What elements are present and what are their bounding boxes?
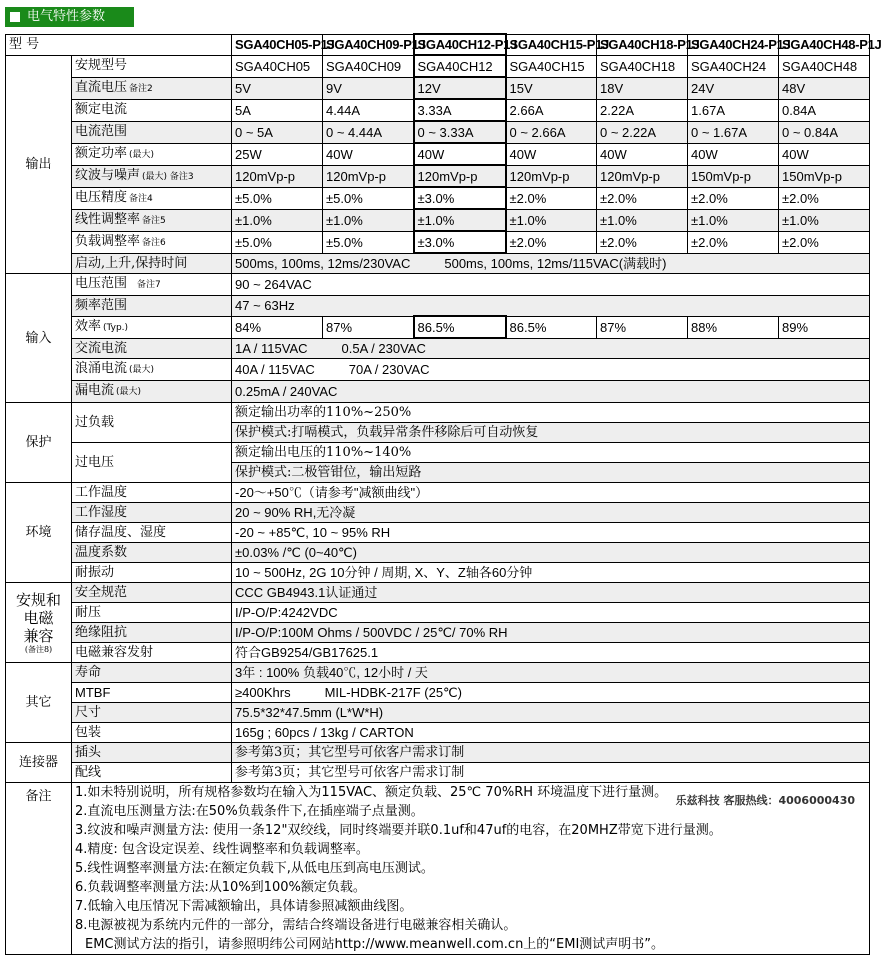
remark-line: 5.线性调整率测量方法:在额定负载下,从低电压到高电压测试。 <box>75 861 434 876</box>
value-cell: 89% <box>779 316 870 338</box>
row-label: 浪涌电流 (最大) <box>72 359 232 381</box>
value-cell: ±1.0% <box>232 209 323 231</box>
model-row-label: 型 号 <box>6 34 232 55</box>
square-icon <box>10 12 20 22</box>
model-cell-selected: SGA40CH12-P1J <box>414 34 506 55</box>
others-row <box>6 723 870 743</box>
remark-line: 6.负载调整率测量方法:从10%到100%额定负载。 <box>75 880 366 895</box>
value-cell: SGA40CH15 <box>506 55 597 77</box>
remark-line: 7.低输入电压情况下需减额输出，具体请参照减额曲线图。 <box>75 899 413 914</box>
value-cell: 0 ~ 2.66A <box>506 121 597 143</box>
others-row <box>6 703 870 723</box>
value-cell: 额定输出功率的110%~250% <box>232 403 870 423</box>
row-label: 电压范围 备注7 <box>72 274 232 296</box>
output-row <box>6 165 870 187</box>
input-row <box>6 316 870 338</box>
row-label: 安规型号 <box>72 55 232 77</box>
model-cell: SGA40CH09-P1J <box>323 34 414 55</box>
row-label: 尺寸 <box>72 703 232 723</box>
output-row <box>6 99 870 121</box>
value-cell: 15V <box>506 77 597 99</box>
output-row <box>6 77 870 99</box>
value-cell: ±1.0% <box>414 209 506 231</box>
value-cell: 88% <box>688 316 779 338</box>
row-label: 电磁兼容发射 <box>72 643 232 663</box>
value-cell: 3年 : 100% 负载40℃, 12小时 / 天 <box>232 663 870 683</box>
value-cell: 5A <box>232 99 323 121</box>
value-cell: 额定输出电压的110%~140% <box>232 443 870 463</box>
row-label: 线性调整率 备注5 <box>72 209 232 231</box>
row-label: 包装 <box>72 723 232 743</box>
input-row <box>6 296 870 317</box>
row-label: 温度系数 <box>72 543 232 563</box>
value-cell: 87% <box>323 316 414 338</box>
value-cell: -20 ~ +85℃, 10 ~ 95% RH <box>232 523 870 543</box>
value-cell: ±2.0% <box>688 187 779 209</box>
environment-row <box>6 563 870 583</box>
value-cell: 0 ~ 4.44A <box>323 121 414 143</box>
value-cell: 40W <box>323 143 414 165</box>
row-label: 配线 <box>72 763 232 783</box>
value-cell: 参考第3页；其它型号可依客户需求订制 <box>232 763 870 783</box>
value-cell: ±2.0% <box>506 231 597 253</box>
value-cell: 120mVp-p <box>597 165 688 187</box>
category-safety: 安规和 电磁 兼容 (备注8) <box>6 583 72 663</box>
value-cell: 0 ~ 3.33A <box>414 121 506 143</box>
remark-line: 1.如未特别说明，所有规格参数均在输入为115VAC、额定负载、25℃ 70%RH 环境温度下进行量测。 <box>75 785 668 800</box>
value-cell: 40W <box>597 143 688 165</box>
row-label: 交流电流 <box>72 338 232 359</box>
value-cell: 2.66A <box>506 99 597 121</box>
row-label: 电压精度 备注4 <box>72 187 232 209</box>
row-label: 直流电压 备注2 <box>72 77 232 99</box>
model-cell: SGA40CH05-P1J <box>232 34 323 55</box>
value-cell: CCC GB4943.1认证通过 <box>232 583 870 603</box>
value-cell: 10 ~ 500Hz, 2G 10分钟 / 周期, X、Y、Z轴各60分钟 <box>232 563 870 583</box>
value-cell: 40W <box>779 143 870 165</box>
spec-table <box>5 33 881 955</box>
value-cell: 84% <box>232 316 323 338</box>
row-label: 额定功率 (最大) <box>72 143 232 165</box>
value-cell: SGA40CH18 <box>597 55 688 77</box>
row-label: MTBF <box>72 683 232 703</box>
value-cell: ±1.0% <box>323 209 414 231</box>
row-label: 耐振动 <box>72 563 232 583</box>
value-cell: 120mVp-p <box>414 165 506 187</box>
value-cell: 40A / 115VAC 70A / 230VAC <box>232 359 870 381</box>
row-label: 寿命 <box>72 663 232 683</box>
safety-row <box>6 643 870 663</box>
value-cell: ±2.0% <box>506 187 597 209</box>
output-row <box>6 209 870 231</box>
value-cell: 40W <box>506 143 597 165</box>
value-cell: ±0.03% /℃ (0~40℃) <box>232 543 870 563</box>
environment-row <box>6 503 870 523</box>
value-cell: 保护模式:二极管钳位，输出短路 <box>232 463 870 483</box>
value-cell: 150mVp-p <box>688 165 779 187</box>
value-cell: 47 ~ 63Hz <box>232 296 870 317</box>
value-cell: ±5.0% <box>232 187 323 209</box>
value-cell: 保护模式:打嗝模式，负载异常条件移除后可自动恢复 <box>232 423 870 443</box>
value-cell: 0 ~ 0.84A <box>779 121 870 143</box>
value-cell: 0.25mA / 240VAC <box>232 381 870 403</box>
value-cell: 24V <box>688 77 779 99</box>
output-row <box>6 231 870 253</box>
protection-row <box>6 443 870 463</box>
remark-line: 3.纹波和噪声测量方法: 使用一条12"双绞线，同时终端要并联0.1uf和47uf的电容，在20MHZ带宽下进行量测。 <box>75 823 722 838</box>
row-label: 插头 <box>72 743 232 763</box>
output-row <box>6 55 870 77</box>
category-protection: 保护 <box>6 403 72 483</box>
value-cell: ±3.0% <box>414 187 506 209</box>
value-cell: 符合GB9254/GB17625.1 <box>232 643 870 663</box>
service-hotline: 乐兹科技 客服热线：4006000430 <box>675 794 856 807</box>
value-cell: 5V <box>232 77 323 99</box>
output-row <box>6 121 870 143</box>
value-cell: SGA40CH48 <box>779 55 870 77</box>
value-cell: ±1.0% <box>506 209 597 231</box>
model-cell: SGA40CH18-P1J <box>597 34 688 55</box>
value-cell: ±2.0% <box>597 187 688 209</box>
value-cell: 0.84A <box>779 99 870 121</box>
environment-row <box>6 483 870 503</box>
row-label: 储存温度、湿度 <box>72 523 232 543</box>
category-connector: 连接器 <box>6 743 72 783</box>
row-label: 工作湿度 <box>72 503 232 523</box>
section-header-title: 电气特性参数 <box>27 9 106 24</box>
safety-row <box>6 623 870 643</box>
value-cell: 25W <box>232 143 323 165</box>
input-row <box>6 338 870 359</box>
row-label: 过电压 <box>72 443 232 483</box>
value-cell: 40W <box>414 143 506 165</box>
value-cell: 120mVp-p <box>506 165 597 187</box>
value-cell: ±5.0% <box>323 187 414 209</box>
value-cell: 0 ~ 2.22A <box>597 121 688 143</box>
value-cell: 18V <box>597 77 688 99</box>
connector-row <box>6 743 870 763</box>
value-cell: 20 ~ 90% RH,无冷凝 <box>232 503 870 523</box>
value-cell: ±3.0% <box>414 231 506 253</box>
remark-line: EMC测试方法的指引，请参照明纬公司网站http://www.meanwell.com.cn上的“EMI测试声明书”。 <box>85 937 665 952</box>
remark-line: 8.电源被视为系统内元件的一部分，需结合终端设备进行电磁兼容相关确认。 <box>75 918 517 933</box>
environment-row <box>6 543 870 563</box>
output-row <box>6 143 870 165</box>
row-label: 启动,上升,保持时间 <box>72 253 232 274</box>
model-cell: SGA40CH24-P1J <box>688 34 779 55</box>
connector-row <box>6 763 870 783</box>
others-row <box>6 683 870 703</box>
value-cell: 3.33A <box>414 99 506 121</box>
remark-line: 2.直流电压测量方法:在50%负载条件下,在插座端子点量测。 <box>75 804 424 819</box>
protection-row <box>6 403 870 423</box>
model-cell: SGA40CH48-P1J <box>779 34 870 55</box>
value-cell: SGA40CH09 <box>323 55 414 77</box>
value-cell: 87% <box>597 316 688 338</box>
value-cell: 1.67A <box>688 99 779 121</box>
value-cell: ±2.0% <box>597 231 688 253</box>
value-cell: 48V <box>779 77 870 99</box>
value-cell: ±5.0% <box>323 231 414 253</box>
value-cell: 1A / 115VAC 0.5A / 230VAC <box>232 338 870 359</box>
value-cell: 12V <box>414 77 506 99</box>
category-others: 其它 <box>6 663 72 743</box>
input-row <box>6 381 870 403</box>
value-cell: ±1.0% <box>688 209 779 231</box>
category-output: 输出 <box>6 55 72 274</box>
value-cell: 165g ; 60pcs / 13kg / CARTON <box>232 723 870 743</box>
value-cell: ±5.0% <box>232 231 323 253</box>
remarks-row <box>6 783 870 955</box>
value-cell: ±1.0% <box>779 209 870 231</box>
value-cell: 参考第3页；其它型号可依客户需求订制 <box>232 743 870 763</box>
row-label: 绝缘阻抗 <box>72 623 232 643</box>
value-cell: ±2.0% <box>779 187 870 209</box>
remarks-cell <box>72 783 870 955</box>
value-cell: 90 ~ 264VAC <box>232 274 870 296</box>
row-label: 耐压 <box>72 603 232 623</box>
value-cell: ±1.0% <box>597 209 688 231</box>
section-header <box>5 7 134 27</box>
safety-row <box>6 603 870 623</box>
startup-row <box>6 253 870 274</box>
value-cell: I/P-O/P:100M Ohms / 500VDC / 25℃/ 70% RH <box>232 623 870 643</box>
row-label: 电流范围 <box>72 121 232 143</box>
remark-line: 4.精度: 包含设定误差、线性调整率和负载调整率。 <box>75 842 369 857</box>
input-row <box>6 274 870 296</box>
value-cell: 86.5% <box>506 316 597 338</box>
value-cell: SGA40CH24 <box>688 55 779 77</box>
value-cell: 75.5*32*47.5mm (L*W*H) <box>232 703 870 723</box>
others-row <box>6 663 870 683</box>
row-label: 额定电流 <box>72 99 232 121</box>
category-input: 输入 <box>6 274 72 403</box>
model-cell: SGA40CH15-P1J <box>506 34 597 55</box>
row-label: 纹波与噪声 (最大) 备注3 <box>72 165 232 187</box>
value-cell: SGA40CH05 <box>232 55 323 77</box>
row-label: 安全规范 <box>72 583 232 603</box>
row-label: 效率 (Typ.) <box>72 316 232 338</box>
value-cell: ±2.0% <box>688 231 779 253</box>
value-cell: 500ms, 100ms, 12ms/230VAC 500ms, 100ms, 12ms/115VAC(满载时) <box>232 253 870 274</box>
value-cell: SGA40CH12 <box>414 55 506 77</box>
value-cell: ≥400Khrs MIL-HDBK-217F (25℃) <box>232 683 870 703</box>
value-cell: 120mVp-p <box>323 165 414 187</box>
value-cell: 2.22A <box>597 99 688 121</box>
category-environment: 环境 <box>6 483 72 583</box>
row-label: 工作温度 <box>72 483 232 503</box>
value-cell: -20～+50℃（请参考"减额曲线"） <box>232 483 870 503</box>
value-cell: I/P-O/P:4242VDC <box>232 603 870 623</box>
value-cell: 86.5% <box>414 316 506 338</box>
value-cell: 150mVp-p <box>779 165 870 187</box>
value-cell: 40W <box>688 143 779 165</box>
value-cell: ±2.0% <box>779 231 870 253</box>
value-cell: 0 ~ 5A <box>232 121 323 143</box>
value-cell: 120mVp-p <box>232 165 323 187</box>
model-row <box>6 34 870 55</box>
output-row <box>6 187 870 209</box>
row-label: 频率范围 <box>72 296 232 317</box>
value-cell: 9V <box>323 77 414 99</box>
environment-row <box>6 523 870 543</box>
input-row <box>6 359 870 381</box>
row-label: 过负载 <box>72 403 232 443</box>
value-cell: 0 ~ 1.67A <box>688 121 779 143</box>
value-cell: 4.44A <box>323 99 414 121</box>
category-remarks: 备注 <box>6 783 72 955</box>
safety-row <box>6 583 870 603</box>
row-label: 负载调整率 备注6 <box>72 231 232 253</box>
row-label: 漏电流 (最大) <box>72 381 232 403</box>
